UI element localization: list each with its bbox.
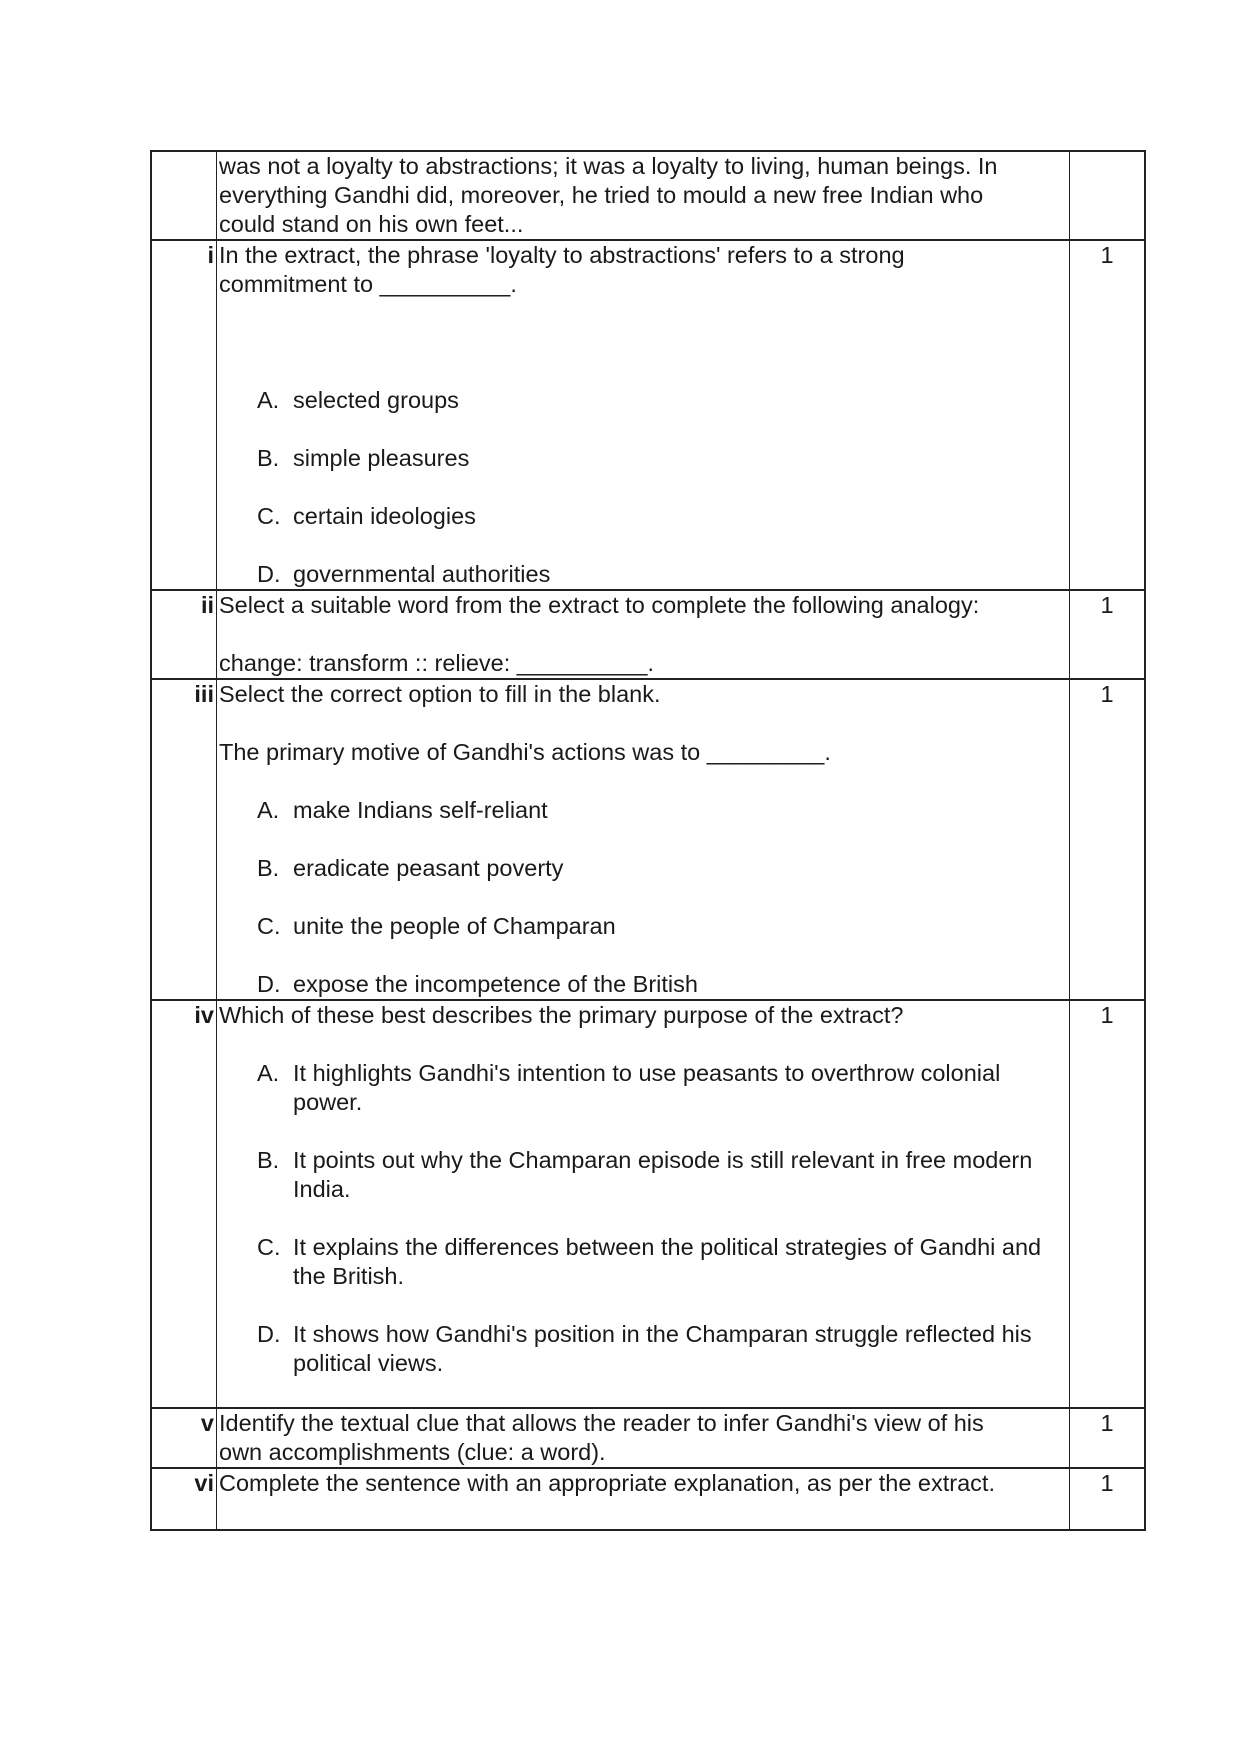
question-stem: In the extract, the phrase 'loyalty to abstractions' refers to a strong	[219, 242, 905, 268]
option-letter: A.	[257, 797, 280, 823]
option-c[interactable]	[257, 502, 1069, 531]
question-stem: commitment to __________.	[219, 271, 517, 297]
question-body	[217, 679, 1070, 1000]
option-b[interactable]	[257, 854, 1069, 883]
option-c[interactable]	[257, 1233, 1069, 1291]
option-text: selected groups	[293, 387, 459, 413]
option-letter: A.	[257, 387, 280, 413]
option-d[interactable]	[257, 970, 1069, 999]
option-b[interactable]	[257, 1146, 1069, 1204]
question-stem: Select the correct option to fill in the blank.	[219, 681, 661, 707]
question-marks: 1	[1070, 1000, 1146, 1408]
option-letter: C.	[257, 503, 281, 529]
question-row-vi	[151, 1468, 1145, 1530]
extract-num-cell	[151, 151, 217, 240]
question-row-iv	[151, 1000, 1145, 1408]
question-number: iii	[151, 679, 217, 1000]
question-stem: Select a suitable word from the extract to complete the following analogy:	[219, 592, 980, 618]
extract-text	[217, 151, 1070, 240]
option-text: governmental authorities	[293, 561, 551, 587]
extract-line: was not a loyalty to abstractions; it was a loyalty to living, human beings. In	[219, 153, 998, 179]
option-a[interactable]	[257, 796, 1069, 825]
question-marks: 1	[1070, 240, 1146, 590]
option-letter: D.	[257, 561, 281, 587]
option-letter: C.	[257, 913, 281, 939]
option-letter: B.	[257, 855, 280, 881]
option-letter: B.	[257, 1147, 280, 1173]
question-stem: Which of these best describes the primary purpose of the extract?	[219, 1002, 904, 1028]
option-a[interactable]	[257, 1059, 1069, 1117]
question-detail: The primary motive of Gandhi's actions was to _________.	[219, 739, 831, 765]
extract-line: could stand on his own feet...	[219, 211, 524, 237]
option-d[interactable]	[257, 560, 1069, 589]
question-marks: 1	[1070, 1408, 1146, 1468]
option-text: It highlights Gandhi's intention to use peasants to overthrow colonial power.	[293, 1060, 1001, 1115]
option-text: certain ideologies	[293, 503, 476, 529]
option-letter: A.	[257, 1060, 280, 1086]
question-row-ii	[151, 590, 1145, 679]
option-text: It shows how Gandhi's position in the Champaran struggle reflected his political views.	[293, 1321, 1032, 1376]
option-letter: D.	[257, 971, 281, 997]
option-list	[219, 796, 1069, 999]
option-b[interactable]	[257, 444, 1069, 473]
extract-marks-cell	[1070, 151, 1146, 240]
question-table	[150, 150, 1146, 1531]
option-a[interactable]	[257, 386, 1069, 415]
question-row-iii	[151, 679, 1145, 1000]
option-text: It points out why the Champaran episode is still relevant in free modern India.	[293, 1147, 1033, 1202]
question-marks: 1	[1070, 679, 1146, 1000]
question-stem: Complete the sentence with an appropriate explanation, as per the extract.	[219, 1470, 995, 1496]
question-body	[217, 240, 1070, 590]
option-letter: B.	[257, 445, 280, 471]
option-text: unite the people of Champaran	[293, 913, 616, 939]
option-letter: C.	[257, 1234, 281, 1260]
question-row-v	[151, 1408, 1145, 1468]
extract-row	[151, 151, 1145, 240]
option-text: make Indians self-reliant	[293, 797, 548, 823]
question-body	[217, 1468, 1070, 1530]
option-text: It explains the differences between the political strategies of Gandhi and the British.	[293, 1234, 1042, 1289]
question-marks: 1	[1070, 590, 1146, 679]
question-number: ii	[151, 590, 217, 679]
option-d[interactable]	[257, 1320, 1069, 1378]
extract-line: everything Gandhi did, moreover, he tried to mould a new free Indian who	[219, 182, 984, 208]
question-body	[217, 1408, 1070, 1468]
question-number: v	[151, 1408, 217, 1468]
question-number: i	[151, 240, 217, 590]
question-detail: change: transform :: relieve: __________.	[219, 650, 655, 676]
question-number: iv	[151, 1000, 217, 1408]
question-body	[217, 1000, 1070, 1408]
option-list	[219, 386, 1069, 589]
option-letter: D.	[257, 1321, 281, 1347]
option-c[interactable]	[257, 912, 1069, 941]
question-body	[217, 590, 1070, 679]
question-marks: 1	[1070, 1468, 1146, 1530]
option-text: eradicate peasant poverty	[293, 855, 564, 881]
option-text: expose the incompetence of the British	[293, 971, 698, 997]
question-row-i	[151, 240, 1145, 590]
option-list	[219, 1059, 1069, 1378]
question-number: vi	[151, 1468, 217, 1530]
question-stem: own accomplishments (clue: a word).	[219, 1439, 606, 1465]
question-stem: Identify the textual clue that allows the reader to infer Gandhi's view of his	[219, 1410, 984, 1436]
option-text: simple pleasures	[293, 445, 470, 471]
